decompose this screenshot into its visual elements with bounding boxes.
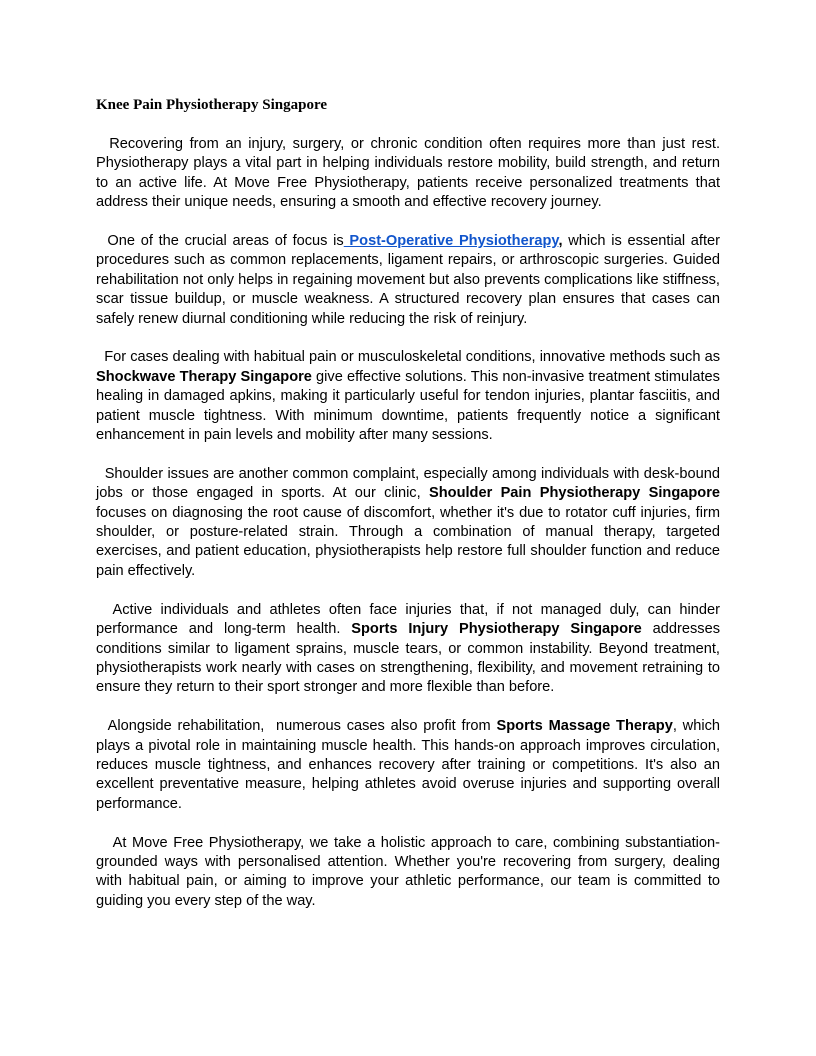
paragraph-text: At Move Free Physiotherapy, we take a holistic approach to care, combining substantiation-grounded ways with personalised attention. Whether you're recovering from surgery, dealing with habitual pain, or aiming to improve your athletic performance, our team is committed to guiding you every step of the way. (96, 834, 725, 909)
paragraph-text: One of the crucial areas of focus is (96, 233, 344, 250)
paragraph-sports-massage (96, 717, 720, 814)
paragraph-closing (96, 834, 725, 912)
paragraph-shoulder (96, 465, 725, 581)
paragraph-text: which is essential after procedures such as common replacements, ligament repairs, or arthroscopic surgeries. Guided rehabilitation not only helps in regaining movement but also prevents complications like stiffness, scar tissue buildup, or muscle weakness. A structured recovery plan ensures that cases can safely renew diurnal conditioning while reducing the risk of reinjury. (96, 233, 720, 327)
paragraph-text: Alongside rehabilitation, numerous cases also profit from (96, 718, 497, 735)
paragraph-intro (96, 135, 725, 213)
paragraph-text: Recovering from an injury, surgery, or chronic condition often requires more than just rest. Physiotherapy plays a vital part in helping individuals restore mobility, build strength, and return to an active life. At Move Free Physiotherapy, patients receive personalized treatments that address their unique needs, ensuring a smooth and effective recovery journey. (96, 136, 725, 211)
page-title: Knee Pain Physiotherapy Singapore (96, 97, 327, 113)
bold-term-shoulder: Shoulder Pain Physiotherapy Singapore (429, 485, 720, 502)
paragraph-text: addresses conditions similar to ligament sprains, muscle tears, or common instability. Beyond treatment, physiotherapists work nearly with cases on strengthening, flexibility, and movement retraining to ensure they return to their sport stronger and more flexible than before. (96, 621, 721, 696)
link-comma: , (558, 233, 563, 250)
post-operative-physiotherapy-link[interactable]: Post-Operative Physiotherapy (343, 233, 559, 250)
paragraph-post-operative (96, 232, 720, 329)
bold-term-shockwave: Shockwave Therapy Singapore (96, 368, 312, 385)
paragraph-text: focuses on diagnosing the root cause of discomfort, whether it's due to rotator cuff injuries, firm shoulder, or posture-related strain. Through a combination of manual therapy, targeted exercises, and patient education, physiotherapists help restore full shoulder function and reduce pain effectively. (96, 504, 720, 579)
paragraph-text: , which plays a pivotal role in maintaining muscle health. This hands-on approach improves circulation, reduces muscle tightness, and enhances recovery after training or competitions. It's also an excellent preventative measure, helping athletes avoid overuse injuries and supporting overall performance. (96, 718, 720, 812)
paragraph-shockwave (96, 348, 725, 445)
bold-term-sports-massage: Sports Massage Therapy (496, 718, 673, 735)
bold-term-sports-injury: Sports Injury Physiotherapy Singapore (351, 621, 642, 638)
paragraph-text: Active individuals and athletes often face injuries that, if not managed duly, can hinder performance and long-term health. (96, 601, 725, 638)
paragraph-text: For cases dealing with habitual pain or musculoskeletal conditions, innovative methods such as (96, 349, 725, 366)
paragraph-text: give effective solutions. This non-invasive treatment stimulates healing in damaged apkins, making it particularly useful for tendon injuries, plantar fasciitis, and patient muscle tightness. With minimum downtime, patients frequently notice a significant enhancement in pain levels and mobility after many sessions. (96, 368, 720, 444)
paragraph-sports-injury (96, 601, 725, 698)
paragraph-text: Shoulder issues are another common complaint, especially among individuals with desk-bound jobs or those engaged in sports. At our clinic, (96, 465, 725, 502)
document-page (96, 94, 725, 931)
